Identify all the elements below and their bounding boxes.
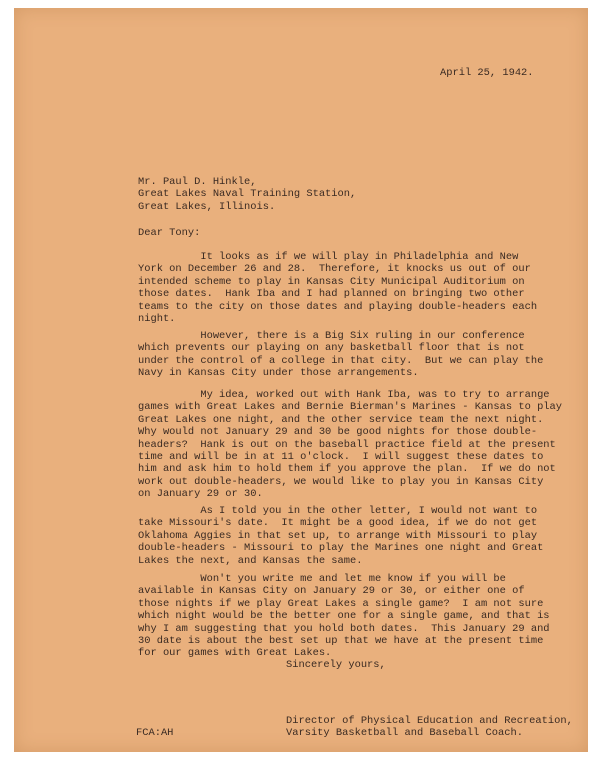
text-line: under the control of a college in that city. But we can play the: [138, 354, 544, 367]
text-line: My idea, worked out with Hank Iba, was to try to arrange: [138, 389, 550, 401]
salutation: Dear Tony:: [138, 227, 201, 239]
text-line: work out double-headers, we would like to play you in Kansas City: [138, 475, 544, 488]
text-line: York on December 26 and 28. Therefore, it knocks us out of our: [138, 263, 531, 276]
text-line: why I am suggesting that you hold both dates. This January 29 and: [138, 622, 550, 635]
body-paragraph-3: [138, 389, 562, 501]
body-paragraph-4: [138, 505, 543, 567]
text-line: Won't you write me and let me know if you will be: [138, 573, 506, 585]
text-line: time and will be in at 11 o'clock. I will suggest these dates to: [138, 451, 544, 464]
recipient-line: Great Lakes, Illinois.: [138, 200, 276, 213]
letter-date: April 25, 1942.: [440, 67, 534, 79]
closing: Sincerely yours,: [286, 659, 386, 671]
text-line: Great Lakes one night, and the other service team the next night.: [138, 413, 544, 426]
text-line: which night would be the better one for a single game, and that is: [138, 610, 550, 623]
text-line: take Missouri's date. It might be a good idea, if we do not get: [138, 517, 538, 530]
text-line: available in Kansas City on January 29 or 30, or either one of: [138, 585, 525, 598]
text-line: night.: [138, 313, 176, 326]
recipient-address: [138, 176, 356, 213]
text-line: for our games with Great Lakes.: [138, 647, 332, 660]
recipient-line: Mr. Paul D. Hinkle,: [138, 176, 257, 188]
signature-title: [286, 715, 573, 740]
text-line: headers? Hank is out on the baseball practice field at the present: [138, 438, 556, 451]
text-line: games with Great Lakes and Bernie Bierman's Marines - Kansas to play: [138, 401, 563, 414]
body-paragraph-5: [138, 573, 550, 660]
text-line: on January 29 or 30.: [138, 488, 263, 501]
text-line: him and ask him to hold them if you approve the plan. If we do not: [138, 463, 556, 476]
title-line: Varsity Basketball and Baseball Coach.: [286, 727, 523, 740]
text-line: As I told you in the other letter, I would not want to: [138, 505, 538, 517]
text-line: 30 date is about the best set up that we have at the present time: [138, 635, 544, 648]
text-line: teams to the city on those dates and playing double-headers each: [138, 300, 538, 313]
text-line: Navy in Kansas City under those arrangements.: [138, 367, 419, 380]
text-line: It looks as if we will play in Philadelphia and New: [138, 251, 519, 263]
text-line: those nights if we play Great Lakes a single game? I am not sure: [138, 597, 544, 610]
recipient-line: Great Lakes Naval Training Station,: [138, 188, 357, 201]
text-line: However, there is a Big Six ruling in our conference: [138, 330, 525, 342]
text-line: double-headers - Missouri to play the Marines one night and Great: [138, 542, 544, 555]
text-line: intended scheme to play in Kansas City Municipal Auditorium on: [138, 275, 525, 288]
text-line: Why would not January 29 and 30 be good nights for those double-: [138, 426, 538, 439]
text-line: Lakes the next, and Kansas the same.: [138, 554, 363, 567]
body-paragraph-1: [138, 251, 537, 325]
text-line: Oklahoma Aggies in that set up, to arrange with Missouri to play: [138, 529, 538, 542]
body-paragraph-2: [138, 330, 543, 380]
title-line: Director of Physical Education and Recreation,: [286, 715, 573, 727]
text-line: which prevents our playing on any basketball floor that is not: [138, 342, 525, 355]
text-line: those dates. Hank Iba and I had planned on bringing two other: [138, 288, 525, 301]
reference-initials: FCA:AH: [136, 727, 174, 739]
